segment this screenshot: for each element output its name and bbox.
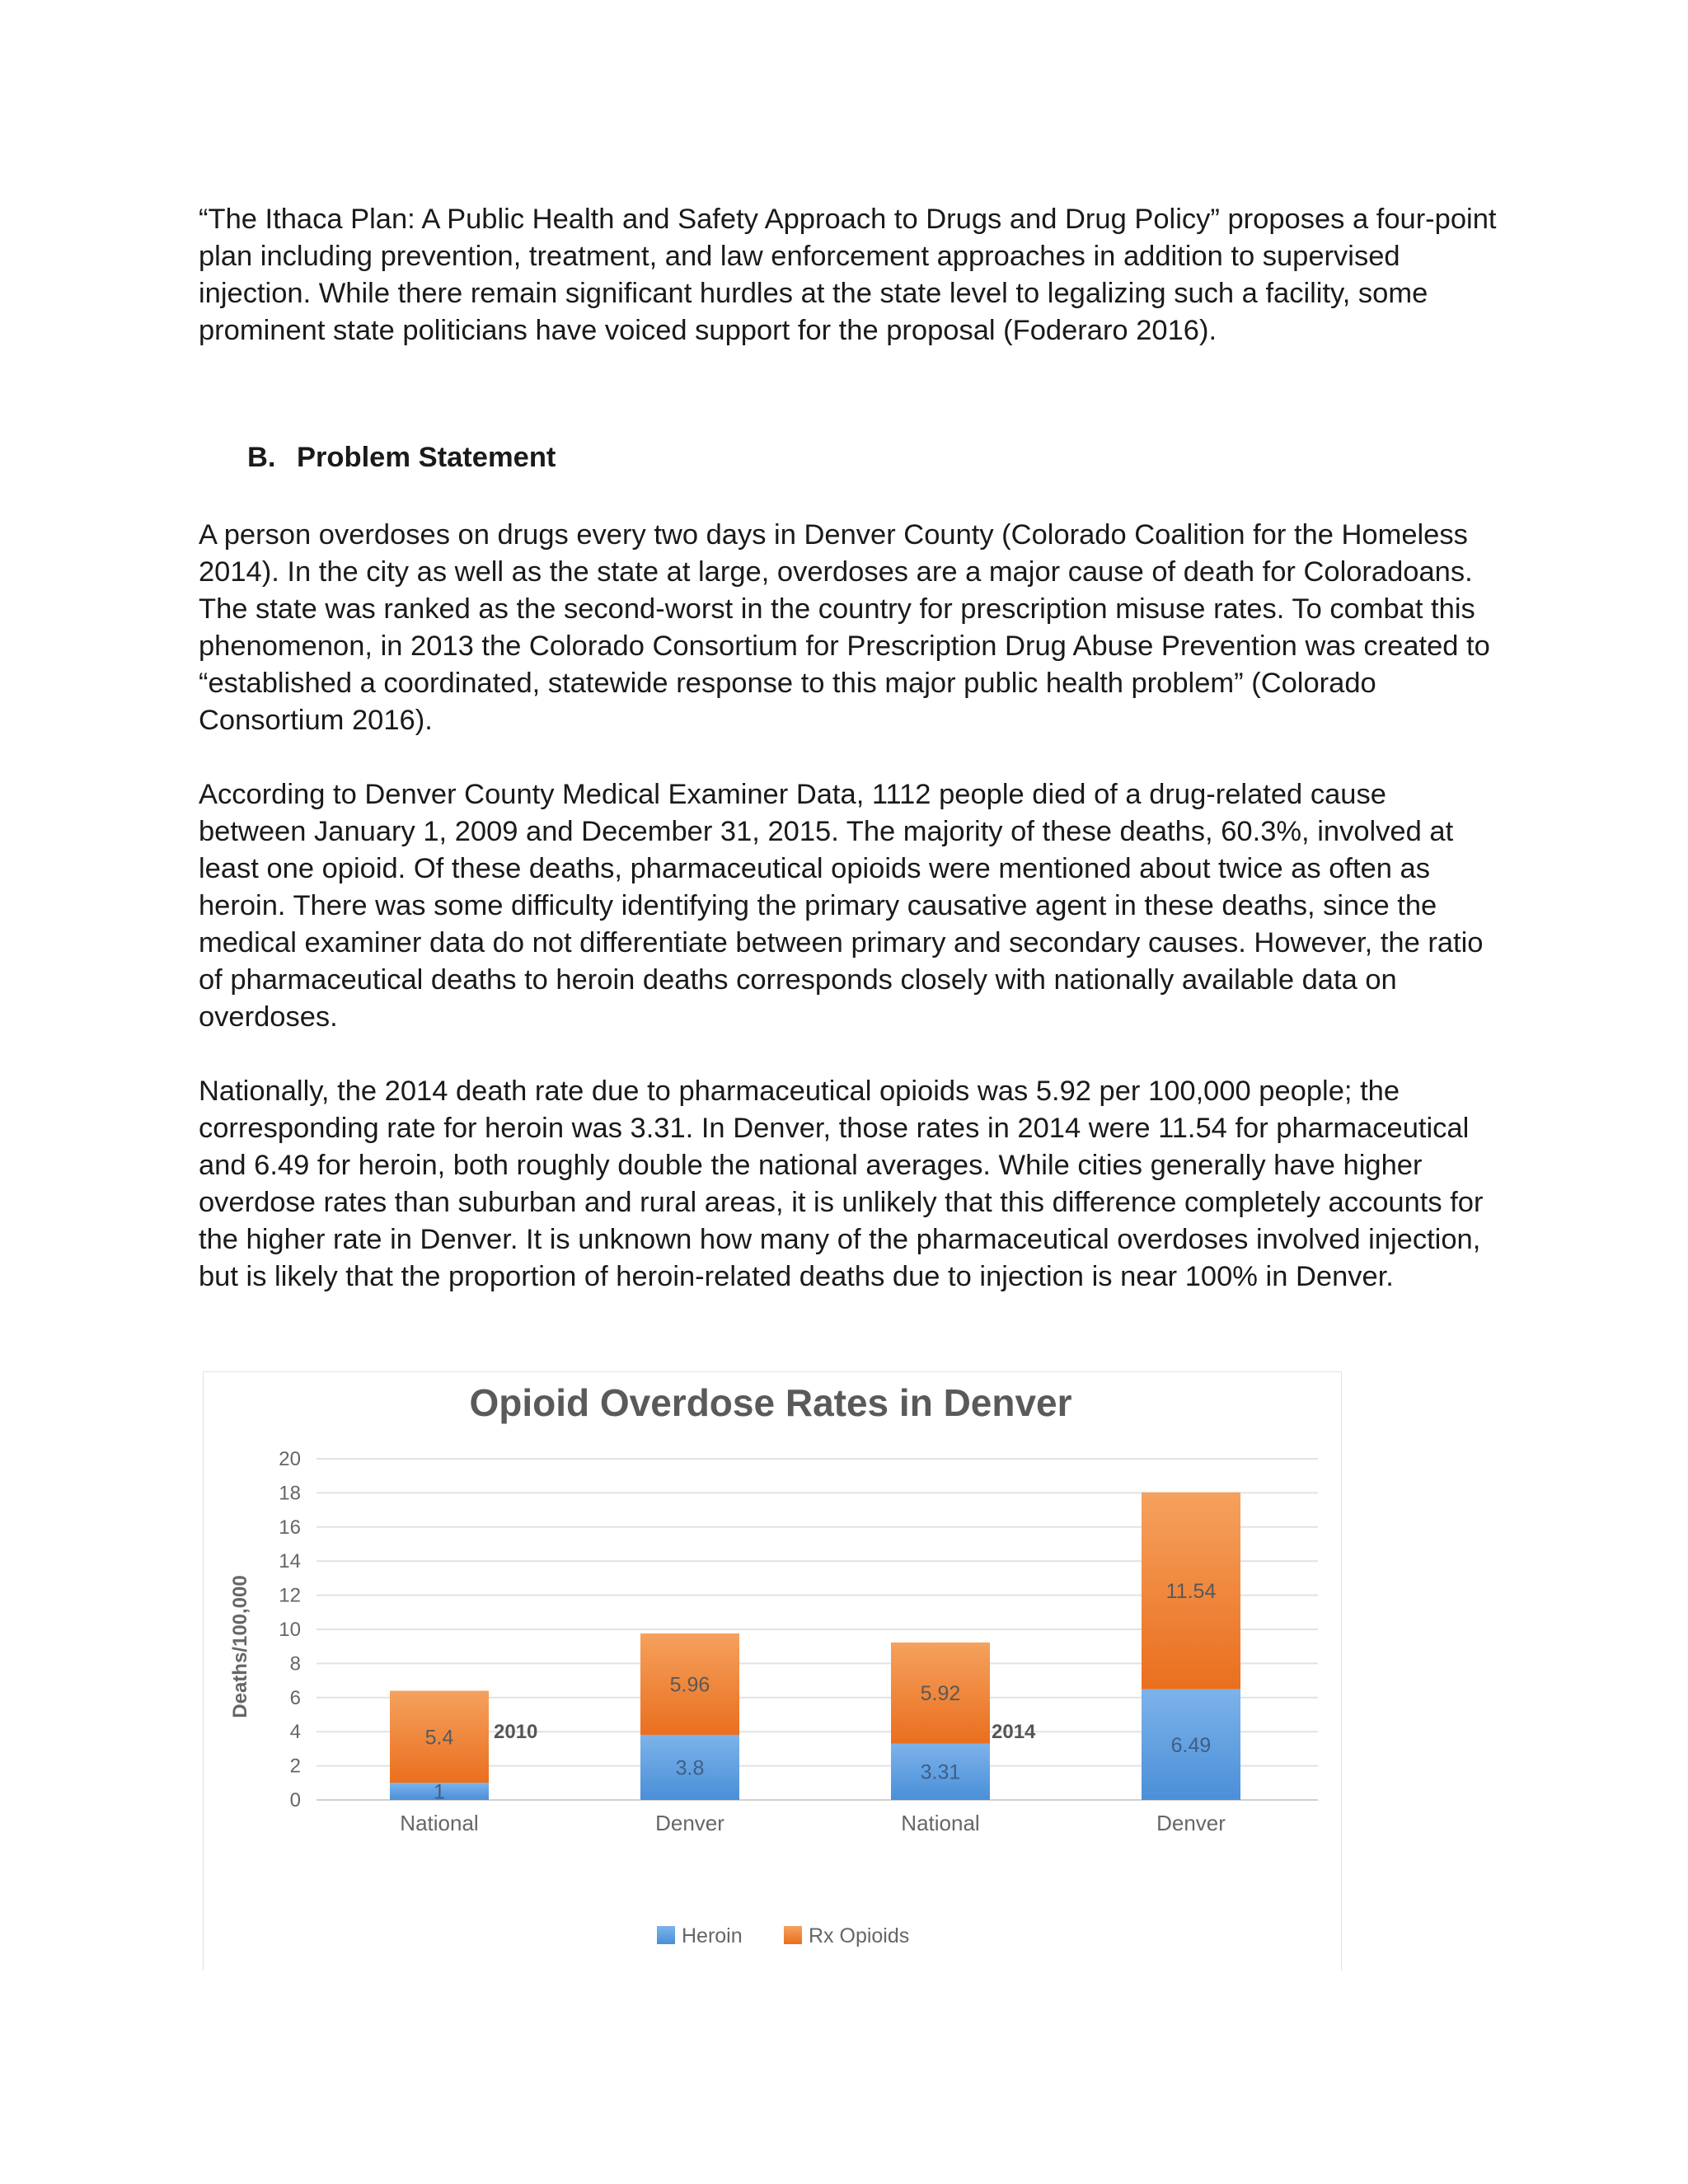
data-label-rx-opioids-2: 5.96 — [669, 1673, 710, 1697]
section-title: Problem Statement — [297, 442, 556, 473]
data-label-rx-opioids-4: 11.54 — [1165, 1580, 1217, 1604]
y-axis-title: Deaths/100,000 — [229, 1575, 251, 1718]
section-letter: B. — [247, 442, 276, 473]
x-category-label-3-national: National — [901, 1811, 980, 1835]
y-tick-label-14: 14 — [279, 1550, 301, 1573]
chart-data-labels — [425, 1580, 1217, 1803]
data-label-rx-opioids-1: 5.4 — [424, 1726, 454, 1750]
section-heading — [247, 442, 556, 474]
legend-label-heroin: Heroin — [682, 1924, 743, 1947]
x-category-label-4-denver: Denver — [1156, 1811, 1226, 1835]
legend-swatch-rx-opioids — [784, 1926, 802, 1944]
y-tick-label-12: 12 — [279, 1584, 301, 1607]
x-category-label-1-national: National — [400, 1811, 479, 1835]
legend-label-rx-opioids: Rx Opioids — [809, 1924, 910, 1947]
x-category-label-2-denver: Denver — [655, 1811, 724, 1835]
paragraph-medical-examiner-data: According to Denver County Medical Examiner Data, 1112 people died of a drug-related cause between January 1, 2009 and December 31, 2015. The majority of these deaths, 60.3%, involved at least one opioid. Of these deaths, pharmaceutical opioids were mentioned about twice as often as heroin. There was some difficulty identifying the primary causative agent in these deaths, since the medical examiner data do not differentiate between primary and secondary causes. However, the ratio of pharmaceutical deaths to heroin deaths corresponds closely with nationally available data on overdoses. — [199, 779, 1484, 1033]
chart-canvas — [204, 1372, 1341, 1971]
y-tick-label-10: 10 — [279, 1619, 301, 1641]
intro-paragraph: “The Ithaca Plan: A Public Health and Safety Approach to Drugs and Drug Policy” proposes a four-point plan including prevention, treatment, and law enforcement approaches in addition to supervised injection. While there remain significant hurdles at the state level to legalizing such a facility, some prominent state politicians have voiced support for the proposal (Foderaro 2016). — [199, 204, 1497, 346]
opioid-overdose-chart — [203, 1371, 1342, 1971]
y-tick-label-4: 4 — [289, 1721, 301, 1744]
y-tick-label-8: 8 — [289, 1652, 301, 1675]
y-tick-label-18: 18 — [279, 1482, 301, 1505]
group-label-2014: 2014 — [992, 1721, 1036, 1744]
group-label-2010: 2010 — [494, 1721, 538, 1744]
y-tick-label-20: 20 — [279, 1448, 301, 1470]
y-axis-ticks — [279, 1448, 301, 1811]
chart-title: Opioid Overdose Rates in Denver — [469, 1381, 1072, 1424]
data-label-heroin-1: 1 — [434, 1780, 445, 1804]
legend-swatch-heroin — [657, 1926, 675, 1944]
paragraph-national-rates: Nationally, the 2014 death rate due to pharmaceutical opioids was 5.92 per 100,000 people; the corresponding rate for heroin was 3.31. In Denver, those rates in 2014 were 11.54 for pharmaceutical and 6.49 for heroin, both roughly double the national averages. While cities generally have higher overdose rates than suburban and rural areas, it is unlikely that this difference completely accounts for the higher rate in Denver. It is unknown how many of the pharmaceutical overdoses involved injection, but is likely that the proportion of heroin-related deaths due to injection is near 100% in Denver. — [199, 1076, 1484, 1292]
y-tick-label-6: 6 — [289, 1686, 301, 1709]
y-tick-label-2: 2 — [289, 1755, 301, 1778]
x-axis-category-labels — [400, 1811, 1226, 1835]
y-tick-label-0: 0 — [289, 1789, 301, 1811]
data-label-heroin-4: 6.49 — [1170, 1733, 1212, 1757]
paragraph-overdose-frequency: A person overdoses on drugs every two days in Denver County (Colorado Coalition for the Homeless 2014). In the city as well as the state at large, overdoses are a major cause of death for Coloradoans. The state was ranked as the second-worst in the country for prescription misuse rates. To combat this phenomenon, in 2013 the Colorado Consortium for Prescription Drug Abuse Prevention was created to “established a coordinated, statewide response to this major public health problem” (Colorado Consortium 2016). — [199, 519, 1490, 736]
data-label-heroin-3: 3.31 — [920, 1760, 961, 1784]
y-tick-label-16: 16 — [279, 1516, 301, 1539]
chart-legend — [657, 1924, 909, 1947]
data-label-rx-opioids-3: 5.92 — [920, 1682, 961, 1706]
data-label-heroin-2: 3.8 — [675, 1756, 705, 1780]
chart-bars — [390, 1493, 1240, 1800]
